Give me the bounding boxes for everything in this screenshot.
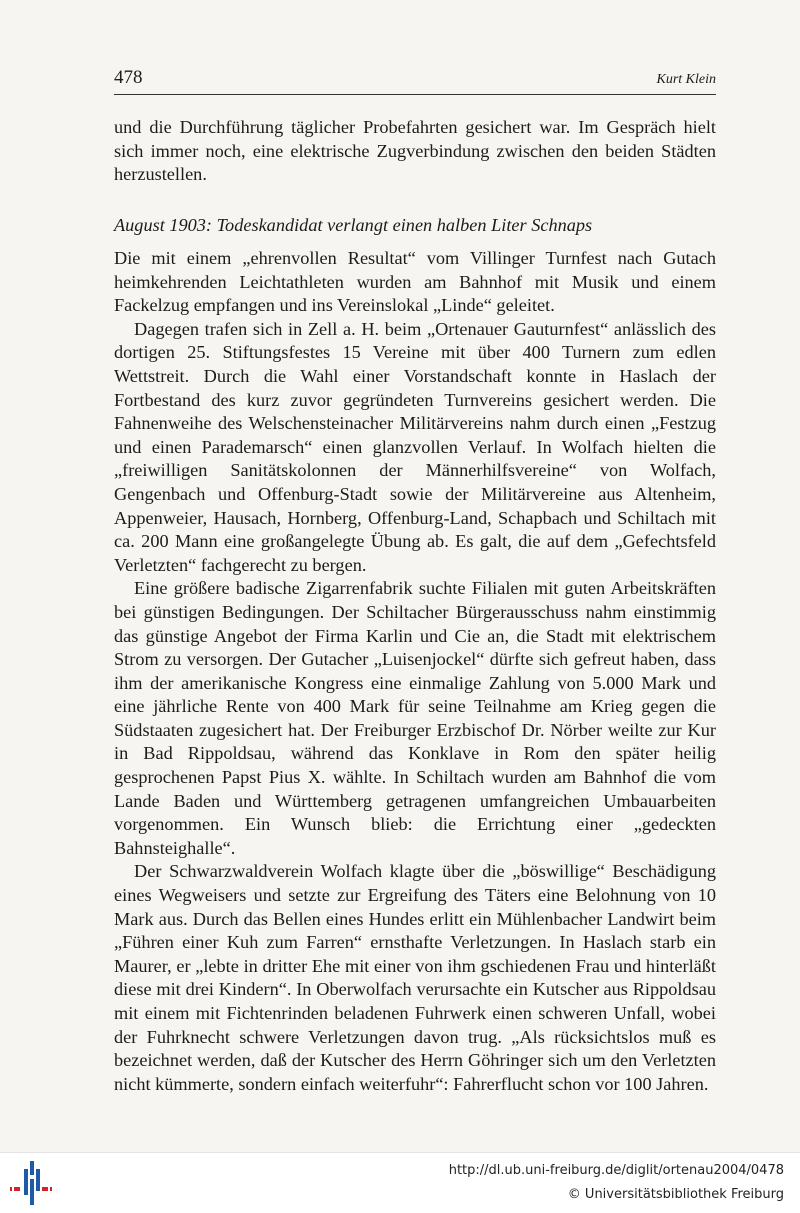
running-head-author: Kurt Klein (656, 72, 716, 87)
viewer-footer (0, 1152, 800, 1213)
ub-freiburg-logo-icon (10, 1161, 52, 1205)
article-body (114, 247, 716, 1096)
paragraph: Dagegen trafen sich in Zell a. H. beim „Ortenauer Gauturnfest“ anlässlich des dortigen 25. Stiftungsfestes 15 Vereine mit über 400 Turnern zum edlen Wettstreit. Durch die Wahl einer Vorstandschaft konnte in Haslach der Fortbestand des kurz zuvor gegründeten Turnvereins gesichert werden. Die Fahnenweihe des Welschensteinacher Militärvereins nahm durch einen „Festzug und einen Parademarsch“ einen glanzvollen Verlauf. In Wolfach hielten die „freiwilligen Sanitätskolonnen der Männerhilfsvereine“ von Wolfach, Gengenbach und Offenburg-Stadt sowie der Militärvereine aus Altenheim, Appenweier, Hausach, Hornberg, Offenburg-Land, Schapbach und Schiltach mit ca. 200 Mann eine großangelegte Übung ab. Es galt, die auf dem „Gefechtsfeld Verletzten“ fachgerecht zu bergen. (114, 318, 716, 575)
copyright-text: © Universitätsbibliothek Freiburg (567, 1187, 784, 1202)
header-rule (114, 94, 716, 95)
paragraph: Eine größere badische Zigarrenfabrik suchte Filialen mit guten Arbeitskräften bei günstigen Bedingungen. Der Schiltacher Bürgerausschuss nahm einstimmig das günstige Angebot der Firma Karlin und Cie an, die Stadt mit elektrischem Strom zu versorgen. Der Gutacher „Luisenjockel“ dürfte sich gefreut haben, dass ihm der amerikanische Kongress eine einmalige Zahlung von 5.000 Mark und eine jährliche Rente von 400 Mark für seine Teilnahme am Krieg gegen die Südstaaten zugesichert hat. Der Freiburger Erzbischof Dr. Nörber weilte zur Kur in Bad Rippoldsau, während das Konklave in Rom den später heilig gesprochenen Papst Pius X. wählte. In Schiltach wurden am Bahnhof die vom Lande Baden und Württemberg getragenen umfangreichen Umbauarbeiten vorgenommen. Ein Wunsch blieb: die Errichtung einer „gedeckten Bahnsteighalle“. (114, 578, 716, 858)
intro-paragraph (114, 116, 716, 187)
page-number: 478 (114, 67, 143, 88)
intro-text: und die Durchführung täglicher Probefahrten gesichert war. Im Gespräch hielt sich immer noch, eine elektrische Zugverbindung zwischen den beiden Städten herzustellen. (114, 117, 716, 185)
paragraph: Der Schwarzwaldverein Wolfach klagte über die „böswillige“ Beschädigung eines Wegweisers und setzte zur Ergreifung des Täters eine Belohnung von 10 Mark aus. Durch das Bellen eines Hundes erlitt ein Mühlenbacher Landwirt beim „Führen einer Kuh zum Farren“ ernsthafte Verletzungen. In Haslach starb ein Maurer, er „lebte in dritter Ehe mit einer von ihm gschiedenen Frau und hinterläßt diese mit drei Kindern“. In Oberwolfach verursachte ein Kutscher aus Rippoldsau mit einem mit Fichtenrinden beladenen Fuhrwerk einen schweren Unfall, wobei der Fuhrknecht schwere Verletzungen davon trug. „Als rücksichtslos muß es bezeichnet werden, daß der Kutscher des Herrn Göhringer sich um den Verletzten nicht kümmerte, sondern einfach weiterfuhr“: Fahrerflucht schon vor 100 Jahren. (114, 861, 716, 1094)
section-heading: August 1903: Todeskandidat verlangt einen halben Liter Schnaps (114, 215, 593, 235)
permalink-link[interactable]: http://dl.ub.uni-freiburg.de/diglit/ortenau2004/0478 (448, 1163, 784, 1178)
paragraph: Die mit einem „ehrenvollen Resultat“ vom Villinger Turnfest nach Gutach heimkehrenden Leichtathleten wurden am Bahnhof mit Musik und einem Fackelzug empfangen und ins Vereinslokal „Linde“ geleitet. (114, 248, 716, 316)
